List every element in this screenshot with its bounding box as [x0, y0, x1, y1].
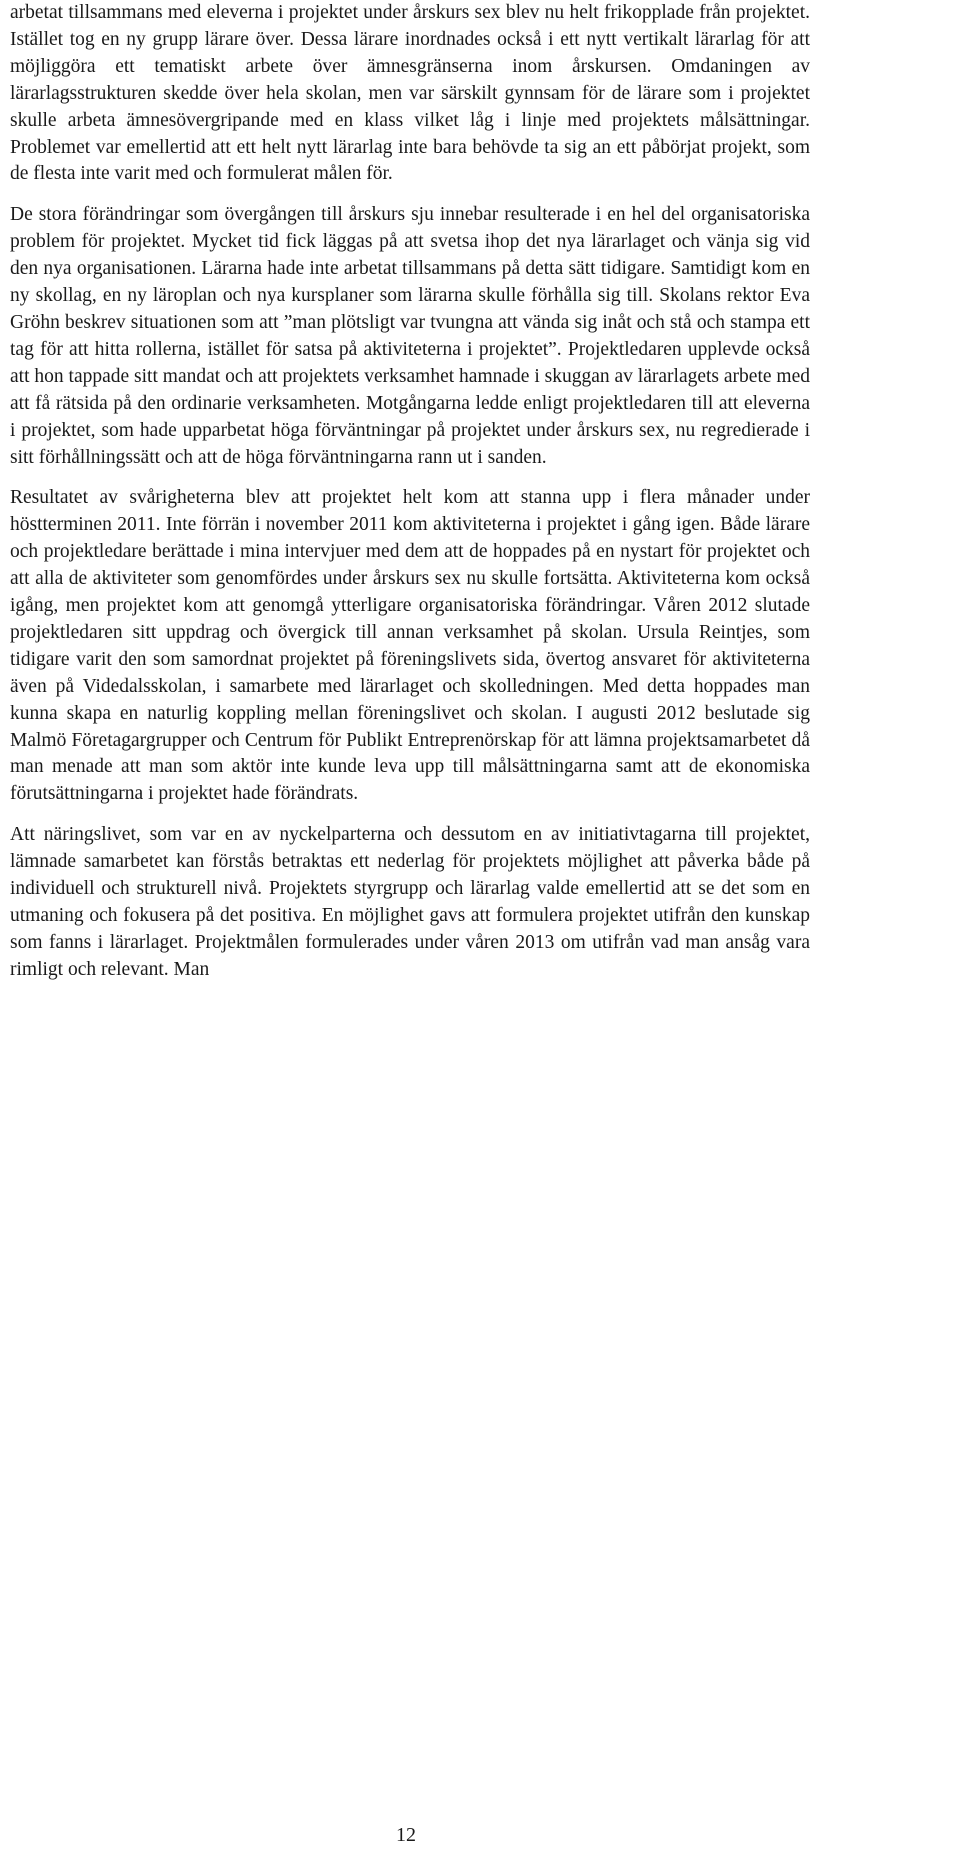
body-paragraph: Att näringslivet, som var en av nyckelparterna och dessutom en av initiativtagarna till projektet, lämnade samarbetet kan förstås betraktas ett nederlag för projektets möjlighet att påverka både på individuell och strukturell nivå. Projektets styrgrupp och lärarlag valde emellertid att se det som en utmaning och fokusera på det positiva. En möjlighet gavs att formulera projektet utifrån den kunskap som fanns i lärarlaget. Projektmålen formulerades under våren 2013 om utifrån vad man ansåg vara rimligt och relevant. Man: [10, 824, 810, 980]
body-paragraph: Resultatet av svårigheterna blev att projektet helt kom att stanna upp i flera månader under höstterminen 2011. Inte förrän i november 2011 kom aktiviteterna i projektet i gång igen. Både lärare och projektledare berättade i mina intervjuer med dem att de hoppades på en nystart för projektet och att alla de aktiviteter som genomfördes under årskurs sex nu skulle fortsätta. Aktiviteterna kom också igång, men projektet kom att genomgå ytterligare organisatoriska förändringar. Våren 2012 slutade projektledaren sitt uppdrag och övergick till annan verksamhet på skolan. Ursula Reintjes, som tidigare varit den som samordnat projektet på föreningslivets sida, övertog ansvaret för aktiviteterna även på Videdalsskolan, i samarbete med lärarlaget och skolledningen. Med detta hoppades man kunna skapa en naturlig koppling mellan föreningslivet och skolan. I augusti 2012 beslutade sig Malmö Företagargrupper och Centrum för Publikt Entreprenörskap för att lämna projektsamarbetet då man menade att man som aktör inte kunde leva upp till målsättningarna samt att de ekonomiska förutsättningarna i projektet hade förändrats.: [10, 487, 810, 805]
page-number: 12: [396, 1824, 416, 1846]
body-paragraph: arbetat tillsammans med eleverna i projektet under årskurs sex blev nu helt frikopplade från projektet. Istället tog en ny grupp lärare över. Dessa lärare inordnades också i ett nytt vertikalt lärarlag för att möjliggöra ett tematiskt arbete över ämnesgränserna inom årskursen. Omdaningen av lärarlagsstrukturen skedde över hela skolan, men var särskilt gynnsam för de lärare som i projektet skulle arbeta ämnesövergripande med en klass vilket låg i linje med projektets målsättningar. Problemet var emellertid att ett helt nytt lärarlag inte bara behövde ta sig an ett påbörjat projekt, som de flesta inte varit med och formulerat målen för.: [10, 2, 810, 185]
body-paragraph: De stora förändringar som övergången till årskurs sju innebar resulterade i en hel del organisatoriska problem för projektet. Mycket tid fick läggas på att svetsa ihop det nya lärarlaget och vänja sig vid den nya organisationen. Lärarna hade inte arbetat tillsammans på detta sätt tidigare. Samtidigt kom en ny skollag, en ny läroplan och nya kursplaner som lärarna skulle förhålla sig till. Skolans rektor Eva Gröhn beskrev situationen som att ”man plötsligt var tvungna att vända sig inåt och stå och stampa ett tag för att hitta rollerna, istället för satsa på aktiviteterna i projektet”. Projektledaren upplevde också att hon tappade sitt mandat och att projektets verksamhet hamnade i skuggan av lärarlagets arbete med att få rätsida på den ordinarie verksamheten. Motgångarna ledde enligt projektledaren till att eleverna i projektet, som hade upparbetat höga förväntningar på projektet under årskurs sex, nu regredierade i sitt förhållningssätt och att de höga förväntningarna rann ut i sanden.: [10, 204, 810, 468]
document-page: [10, 0, 810, 984]
